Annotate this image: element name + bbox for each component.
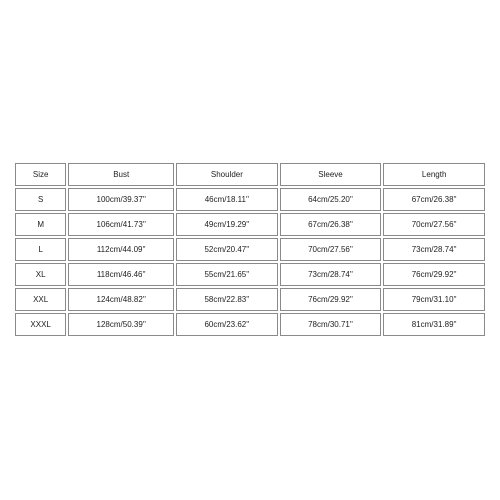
cell-sleeve: 73cm/28.74'' xyxy=(280,263,382,286)
header-length: Length xyxy=(383,163,485,186)
cell-sleeve: 70cm/27.56'' xyxy=(280,238,382,261)
table-row xyxy=(15,188,485,211)
table-row xyxy=(15,313,485,336)
cell-shoulder: 55cm/21.65'' xyxy=(176,263,278,286)
cell-length: 67cm/26.38'' xyxy=(383,188,485,211)
header-sleeve: Sleeve xyxy=(280,163,382,186)
cell-length: 81cm/31.89'' xyxy=(383,313,485,336)
cell-length: 70cm/27.56'' xyxy=(383,213,485,236)
header-shoulder: Shoulder xyxy=(176,163,278,186)
cell-bust: 100cm/39.37'' xyxy=(68,188,174,211)
table-row xyxy=(15,263,485,286)
cell-bust: 106cm/41.73'' xyxy=(68,213,174,236)
header-row xyxy=(15,163,485,186)
cell-size: XXL xyxy=(15,288,66,311)
cell-shoulder: 52cm/20.47'' xyxy=(176,238,278,261)
cell-length: 73cm/28.74'' xyxy=(383,238,485,261)
cell-length: 79cm/31.10'' xyxy=(383,288,485,311)
header-bust: Bust xyxy=(68,163,174,186)
cell-sleeve: 76cm/29.92'' xyxy=(280,288,382,311)
cell-shoulder: 46cm/18.11'' xyxy=(176,188,278,211)
size-chart-table xyxy=(13,161,487,338)
cell-shoulder: 60cm/23.62'' xyxy=(176,313,278,336)
cell-bust: 112cm/44.09'' xyxy=(68,238,174,261)
cell-length: 76cm/29.92'' xyxy=(383,263,485,286)
cell-size: L xyxy=(15,238,66,261)
cell-shoulder: 49cm/19.29'' xyxy=(176,213,278,236)
table-row xyxy=(15,213,485,236)
cell-size: M xyxy=(15,213,66,236)
cell-size: S xyxy=(15,188,66,211)
cell-bust: 128cm/50.39'' xyxy=(68,313,174,336)
cell-sleeve: 67cm/26.38'' xyxy=(280,213,382,236)
cell-sleeve: 64cm/25.20'' xyxy=(280,188,382,211)
cell-bust: 118cm/46.46'' xyxy=(68,263,174,286)
cell-size: XL xyxy=(15,263,66,286)
table-row xyxy=(15,238,485,261)
cell-shoulder: 58cm/22.83'' xyxy=(176,288,278,311)
cell-size: XXXL xyxy=(15,313,66,336)
table-row xyxy=(15,288,485,311)
cell-sleeve: 78cm/30.71'' xyxy=(280,313,382,336)
header-size: Size xyxy=(15,163,66,186)
cell-bust: 124cm/48.82'' xyxy=(68,288,174,311)
